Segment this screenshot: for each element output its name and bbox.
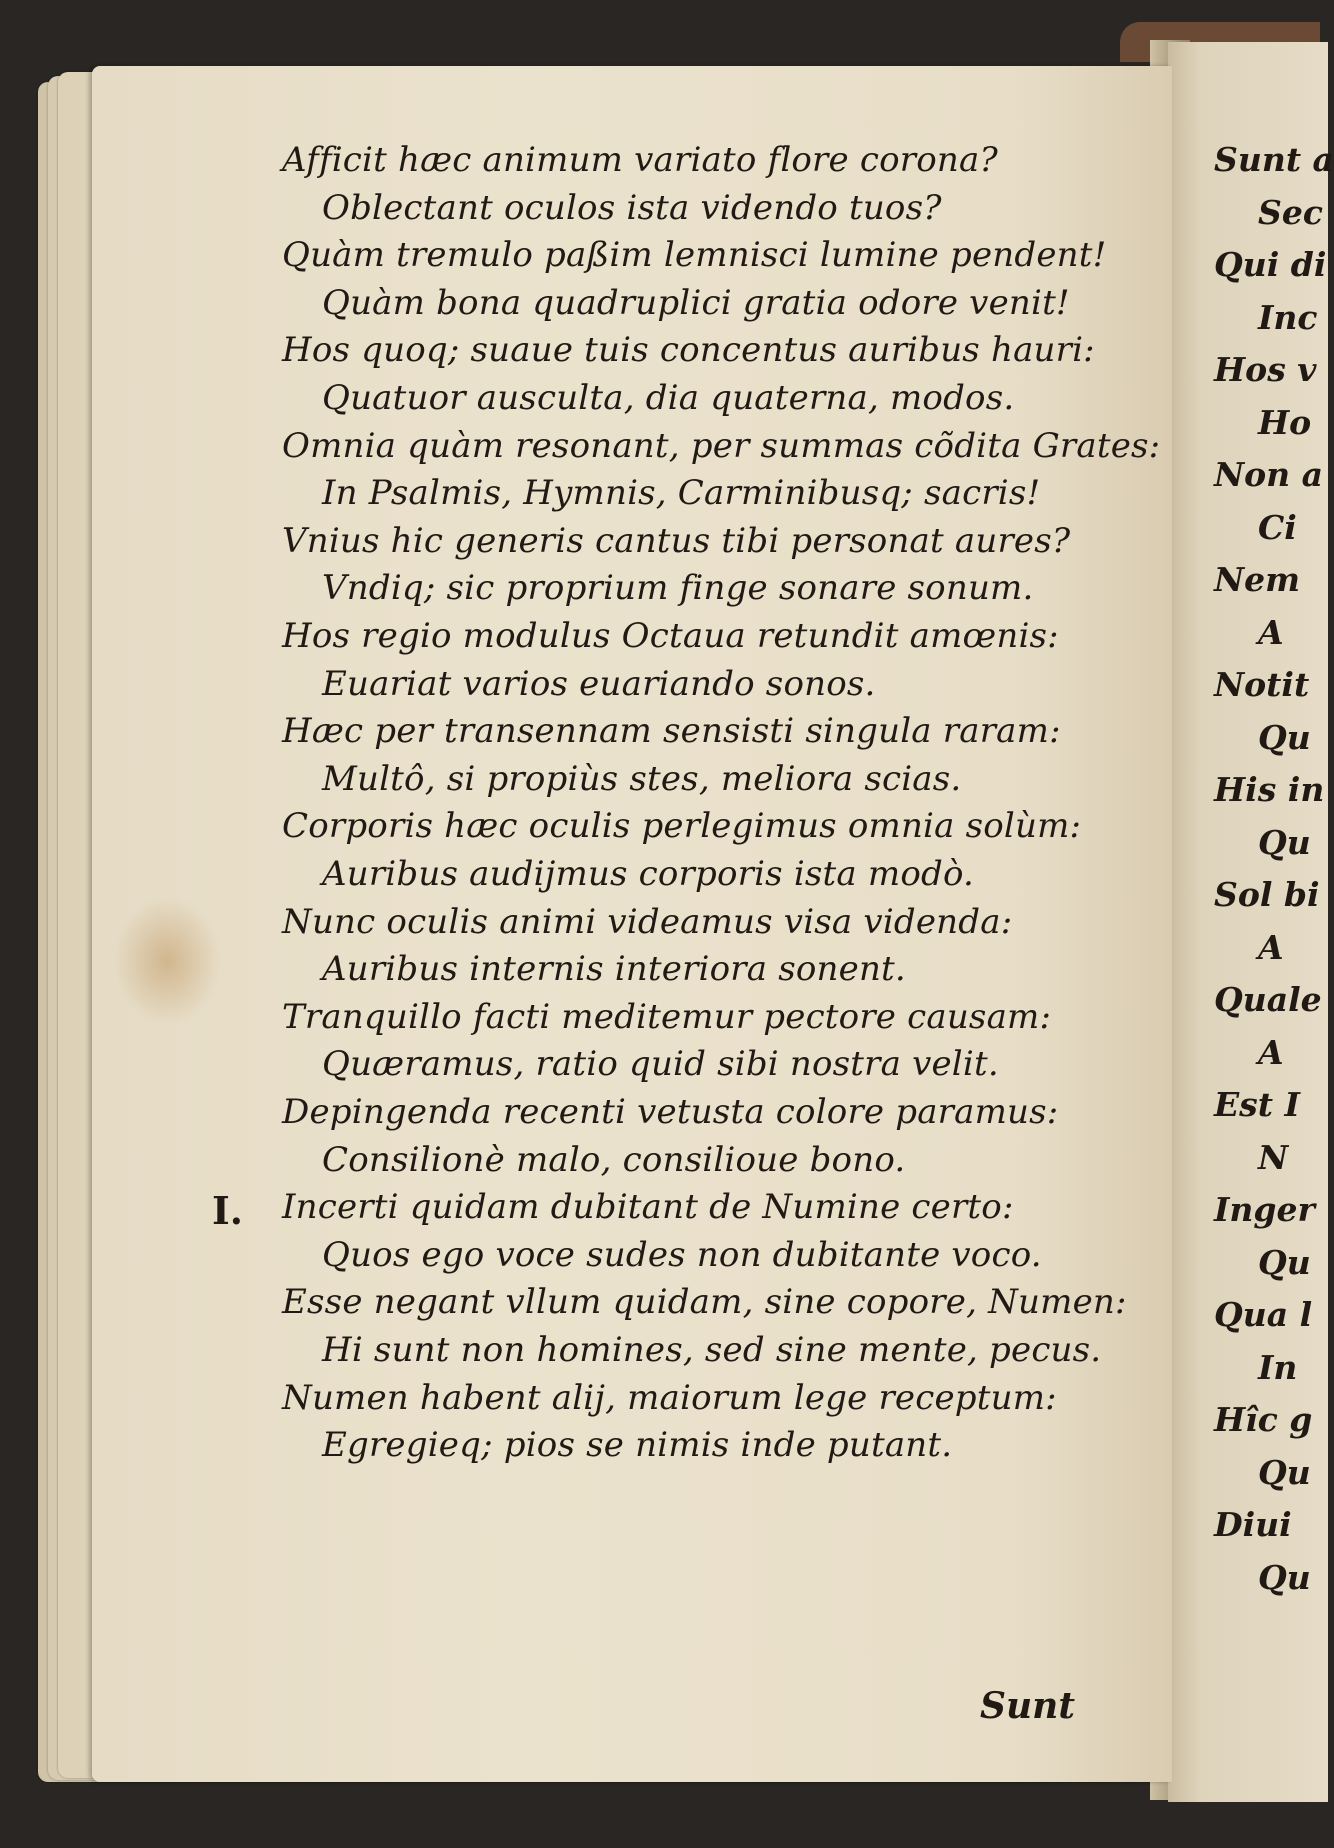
facing-page-fragment: His in xyxy=(1214,770,1325,809)
verse-line: Tranquillo facti meditemur pectore causam: xyxy=(282,996,1052,1037)
verse-line: Multô, si propiùs stes, meliora scias. xyxy=(322,758,962,799)
verse-line: In Psalmis, Hymnis, Carminibusq; sacris! xyxy=(322,473,1041,514)
verse-line: Hos regio modulus Octaua retundit amœnis: xyxy=(282,616,1059,656)
facing-page-fragment: Sec xyxy=(1258,192,1323,232)
facing-page-fragment: A xyxy=(1258,1032,1284,1072)
paper-stain xyxy=(112,896,222,1026)
facing-page-fragment: Quale xyxy=(1214,980,1322,1019)
verse-line: Vndiq; sic proprium finge sonare sonum. xyxy=(322,568,1034,609)
verse-line: Afficit hæc animum variato flore corona? xyxy=(282,140,998,180)
verse-line: Nunc oculis animi videamus visa videnda: xyxy=(282,901,1013,942)
facing-page-fragment: Inger xyxy=(1214,1190,1315,1229)
catchword: Sunt xyxy=(980,1685,1075,1727)
verse-line: Esse negant vllum quidam, sine copore, Numen: xyxy=(282,1282,1127,1323)
verse-line: Depingenda recenti vetusta colore paramus: xyxy=(282,1092,1059,1132)
facing-page-fragment: Notit xyxy=(1214,665,1310,704)
facing-page-fragment: Qua l xyxy=(1214,1295,1313,1334)
facing-page-fragment: Hos v xyxy=(1214,350,1317,389)
verse-line: Numen habent alij, maiorum lege receptum: xyxy=(282,1377,1057,1418)
verse-line: Vnius hic generis cantus tibi personat aures? xyxy=(282,520,1071,561)
verse-line: Euariat varios euariando sonos. xyxy=(322,663,876,704)
facing-page-fragment: Ho xyxy=(1258,402,1312,442)
verse-line: Quatuor ausculta, dia quaterna, modos. xyxy=(322,378,1015,418)
verse-line: Consilionè malo, consilioue bono. xyxy=(322,1139,906,1180)
facing-page-fragment: N xyxy=(1258,1137,1289,1177)
verse-line: Hæc per transennam sensisti singula raram: xyxy=(282,711,1061,752)
facing-page-fragment: Non a xyxy=(1214,455,1324,494)
verse-line: Corporis hæc oculis perlegimus omnia solùm: xyxy=(282,806,1082,847)
verse-line: Incerti quidam dubitant de Numine certo: xyxy=(282,1187,1014,1228)
facing-page-fragment: Qu xyxy=(1258,822,1311,862)
verse-line: Hos quoq; suaue tuis concentus auribus hauri: xyxy=(282,330,1095,371)
facing-page-fragment: Qu xyxy=(1258,1242,1311,1282)
facing-page-fragment: Qu xyxy=(1258,1557,1311,1597)
verse-line: Quos ego voce sudes non dubitante voco. xyxy=(322,1234,1042,1275)
facing-page-fragment: Qu xyxy=(1258,717,1311,757)
facing-page-fragment: Sunt a xyxy=(1214,140,1334,179)
facing-page-fragment: Inc xyxy=(1258,297,1318,337)
facing-page-fragment: Qu xyxy=(1258,1452,1311,1492)
facing-page-fragment: A xyxy=(1258,927,1284,967)
facing-page-fragment: Hîc g xyxy=(1214,1400,1313,1439)
section-number: I. xyxy=(212,1188,244,1233)
facing-page-fragment: In xyxy=(1258,1347,1298,1387)
verse-line: Quàm bona quadruplici gratia odore venit! xyxy=(322,282,1070,323)
verse-line: Auribus internis interiora sonent. xyxy=(322,949,906,990)
verse-line: Hi sunt non homines, sed sine mente, pecus. xyxy=(322,1330,1102,1370)
facing-page-fragment: A xyxy=(1258,612,1284,652)
verse-line: Quàm tremulo paßim lemnisci lumine pendent! xyxy=(282,235,1107,276)
facing-page-fragment: Ci xyxy=(1258,507,1297,547)
verse-line: Auribus audijmus corporis ista modò. xyxy=(322,854,975,894)
verse-line: Oblectant oculos ista videndo tuos? xyxy=(322,187,942,228)
facing-page-fragment: Est I xyxy=(1214,1085,1300,1124)
facing-page-fragment: Sol bi xyxy=(1214,875,1320,914)
verse-line: Egregieq; pios se nimis inde putant. xyxy=(322,1425,953,1466)
facing-page-fragment: Nem xyxy=(1214,560,1301,599)
verse-line: Omnia quàm resonant, per summas cõdita Grates: xyxy=(282,425,1161,466)
facing-page-fragment: Qui di xyxy=(1214,245,1327,284)
facing-page-fragment: Diui xyxy=(1214,1505,1292,1544)
verse-line: Quæramus, ratio quid sibi nostra velit. xyxy=(322,1044,999,1085)
